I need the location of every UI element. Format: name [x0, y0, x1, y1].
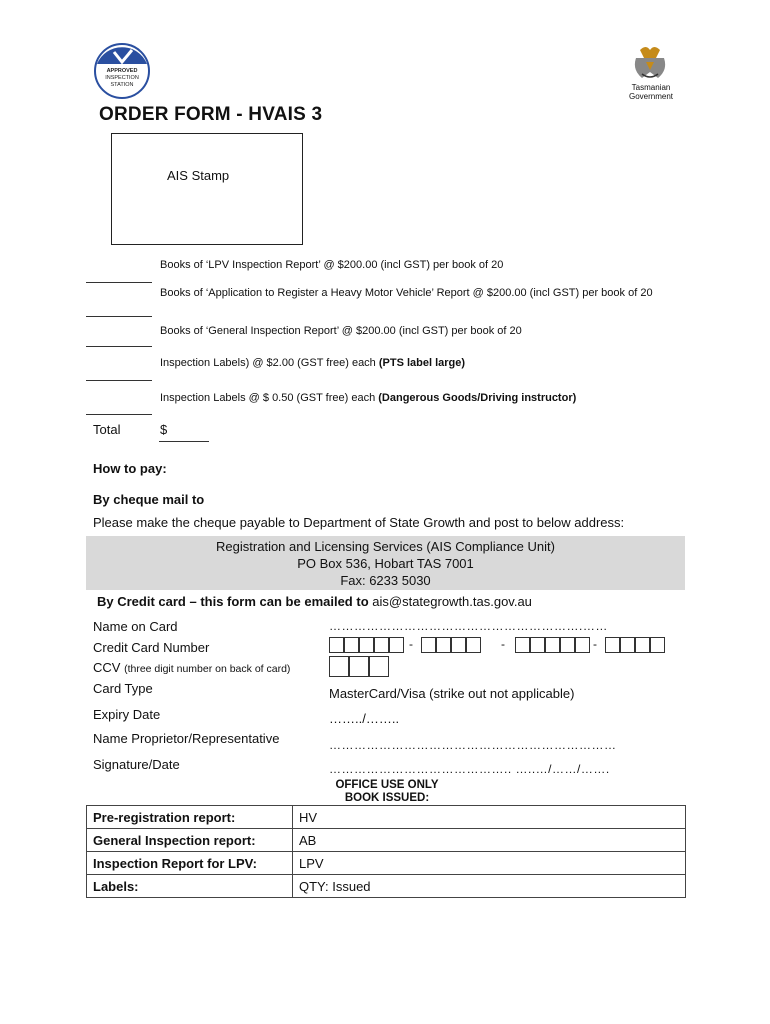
office-row-value[interactable]: LPV [293, 852, 686, 875]
address-line-2: PO Box 536, Hobart TAS 7001 [297, 556, 474, 571]
office-use-heading: OFFICE USE ONLY BOOK ISSUED: [335, 779, 439, 804]
svg-text:INSPECTION: INSPECTION [105, 75, 139, 81]
svg-text:STATION: STATION [110, 82, 134, 88]
postal-address-box [86, 536, 685, 590]
tasmanian-government-logo [620, 44, 682, 100]
total-line[interactable] [159, 441, 209, 442]
credit-card-heading: By Credit card – this form can be emailed to ais@stategrowth.tas.gov.au [97, 594, 532, 609]
address-line-1: Registration and Licensing Services (AIS Compliance Unit) [216, 539, 555, 554]
office-row-value[interactable]: HV [293, 806, 686, 829]
expiry-date-label: Expiry Date [93, 707, 161, 722]
office-row-label: Labels: [87, 875, 293, 898]
card-number-field[interactable]: - - - [329, 637, 689, 654]
approved-inspection-station-logo [92, 42, 152, 100]
proprietor-field[interactable]: …………………………………………………………… [329, 738, 617, 752]
email-link[interactable]: ais@stategrowth.tas.gov.au [372, 594, 532, 609]
expiry-date-field[interactable]: ……../…….. [329, 711, 400, 726]
office-row-value[interactable]: QTY: Issued [293, 875, 686, 898]
qty-line-general[interactable] [86, 346, 152, 347]
address-line-3: Fax: 6233 5030 [340, 573, 431, 588]
ccv-label: CCV (three digit number on back of card) [93, 660, 291, 675]
card-type-field[interactable]: MasterCard/Visa (strike out not applicable) [329, 686, 575, 701]
order-item-pts-labels: Inspection Labels) @ $2.00 (GST free) each (PTS label large) [160, 357, 466, 369]
qty-line-lpv[interactable] [86, 282, 152, 283]
office-row-value[interactable]: AB [293, 829, 686, 852]
table-row [87, 829, 686, 852]
card-type-label: Card Type [93, 681, 153, 696]
how-to-pay-heading: How to pay: [93, 461, 167, 476]
total-currency: $ [160, 422, 168, 437]
qty-line-dg-labels[interactable] [86, 414, 152, 415]
signature-date-field[interactable]: …………………………………….. …..…/……/……. [329, 762, 610, 776]
cheque-instructions: Please make the cheque payable to Department of State Growth and post to below address: [93, 515, 625, 530]
qty-line-heavy-vehicle[interactable] [86, 316, 152, 317]
office-row-label: Inspection Report for LPV: [87, 852, 293, 875]
name-on-card-label: Name on Card [93, 619, 178, 634]
svg-text:APPROVED: APPROVED [106, 68, 138, 74]
order-item-heavy-vehicle: Books of ‘Application to Register a Heavy Motor Vehicle’ Report @ $200.00 (incl GST) per book of 20 [160, 287, 653, 299]
office-row-label: General Inspection report: [87, 829, 293, 852]
qty-line-pts-labels[interactable] [86, 380, 152, 381]
office-use-table [86, 805, 686, 898]
order-item-general: Books of ‘General Inspection Report’ @ $200.00 (incl GST) per book of 20 [160, 325, 522, 337]
cheque-heading: By cheque mail to [93, 492, 205, 507]
table-row [87, 806, 686, 829]
card-number-label: Credit Card Number [93, 640, 210, 655]
ais-stamp-box [111, 133, 303, 245]
svg-text:Government: Government [628, 92, 674, 100]
table-row [87, 852, 686, 875]
order-item-lpv: Books of ‘LPV Inspection Report’ @ $200.00 (incl GST) per book of 20 [160, 259, 504, 271]
svg-text:Tasmanian: Tasmanian [631, 83, 671, 92]
page-title: ORDER FORM - HVAIS 3 [99, 104, 323, 125]
table-row [87, 875, 686, 898]
name-on-card-field[interactable]: …………………………………………………….…… [329, 619, 608, 633]
total-label: Total [93, 422, 121, 437]
stamp-label: AIS Stamp [167, 168, 230, 183]
proprietor-label: Name Proprietor/Representative [93, 731, 280, 746]
ccv-field[interactable] [329, 656, 389, 677]
signature-date-label: Signature/Date [93, 757, 180, 772]
order-item-dg-labels: Inspection Labels @ $ 0.50 (GST free) each (Dangerous Goods/Driving instructor) [160, 392, 577, 404]
office-row-label: Pre-registration report: [87, 806, 293, 829]
